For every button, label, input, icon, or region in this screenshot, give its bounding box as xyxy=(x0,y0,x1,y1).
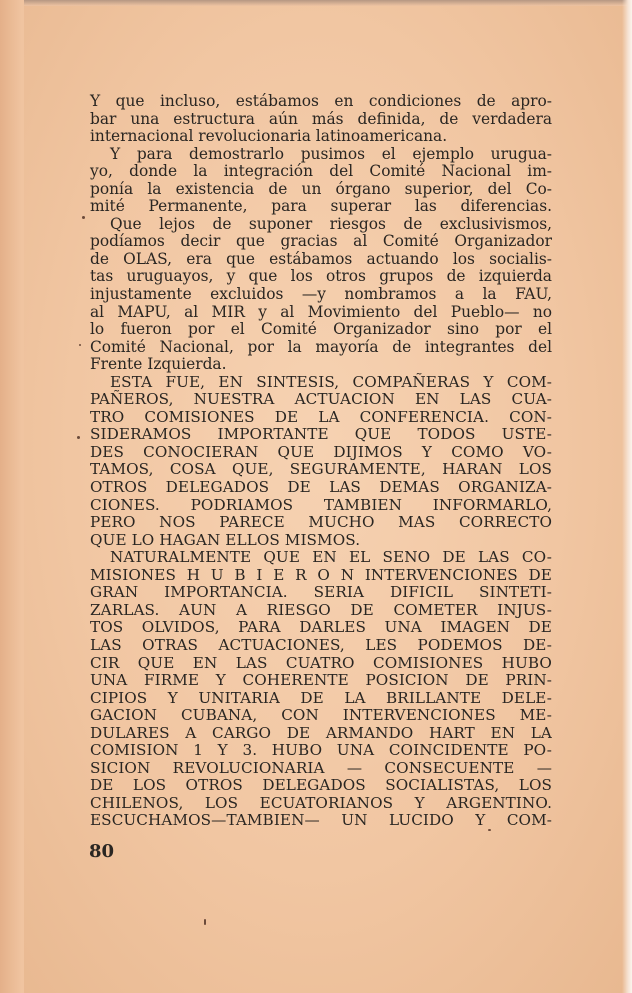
text-line: Frente Izquierda. xyxy=(90,355,227,374)
text-line: yo, donde la integración del Comité Nacional im- xyxy=(90,162,552,181)
text-line: ZARLAS. AUN A RIESGO DE COMETER INJUS- xyxy=(90,600,552,619)
text-line: ESTA FUE, EN SINTESIS, COMPAÑERAS Y COM- xyxy=(110,372,552,391)
text-line: Comité Nacional, por la mayoría de integrantes del xyxy=(90,337,552,356)
text-line: injustamente excluidos —y nombramos a la FAU, xyxy=(90,285,552,304)
text-line: PAÑEROS, NUESTRA ACTUACION EN LAS CUA- xyxy=(90,390,552,409)
paper-speck xyxy=(488,829,491,831)
page-right-edge xyxy=(622,0,632,993)
paper-speck xyxy=(77,436,80,439)
text-line: PERO NOS PARECE MUCHO MAS CORRECTO xyxy=(90,513,552,532)
text-line: al MAPU, al MIR y al Movimiento del Pueblo— no xyxy=(90,302,552,321)
text-line: TAMOS, COSA QUE, SEGURAMENTE, HARAN LOS xyxy=(90,460,552,479)
text-line: MISIONES H U B I E R O N INTERVENCIONES DE xyxy=(90,565,552,584)
text-line: DE LOS OTROS DELEGADOS SOCIALISTAS, LOS xyxy=(90,776,552,795)
text-line: ESCUCHAMOS—TAMBIEN— UN LUCIDO Y COM- xyxy=(90,811,552,830)
text-line: CIPIOS Y UNITARIA DE LA BRILLANTE DELE- xyxy=(90,688,552,707)
text-line: de OLAS, era que estábamos actuando los socialis- xyxy=(90,249,552,268)
text-line: SICION REVOLUCIONARIA — CONSECUENTE — xyxy=(90,758,552,777)
text-line: OTROS DELEGADOS DE LAS DEMAS ORGANIZA- xyxy=(90,478,552,497)
text-line: Y que incluso, estábamos en condiciones de apro- xyxy=(90,92,552,110)
paper-speck xyxy=(82,216,85,219)
body-text xyxy=(90,93,552,830)
text-line: lo fueron por el Comité Organizador sino por el xyxy=(90,320,552,339)
text-line: Y para demostrarlo pusimos el ejemplo urugua- xyxy=(110,144,552,163)
text-line: DULARES A CARGO DE ARMANDO HART EN LA xyxy=(90,723,552,742)
text-line: ponía la existencia de un órgano superior, del Co- xyxy=(90,179,552,198)
text-line: TRO COMISIONES DE LA CONFERENCIA. CON- xyxy=(90,407,552,426)
paper-speck xyxy=(204,919,206,925)
text-line: internacional revolucionaria latinoamericana. xyxy=(90,127,448,146)
text-line: QUE LO HAGAN ELLOS MISMOS. xyxy=(90,530,361,549)
text-line: mité Permanente, para superar las diferencias. xyxy=(90,197,552,216)
text-line: DES CONOCIERAN QUE DIJIMOS Y COMO VO- xyxy=(90,442,552,461)
text-line: UNA FIRME Y COHERENTE POSICION DE PRIN- xyxy=(90,671,552,690)
text-line: SIDERAMOS IMPORTANTE QUE TODOS USTE- xyxy=(90,425,552,444)
text-line: LAS OTRAS ACTUACIONES, LES PODEMOS DE- xyxy=(90,635,552,654)
text-line: bar una estructura aún más definida, de verdadera xyxy=(90,109,552,128)
paper-speck xyxy=(79,344,81,346)
text-line: tas uruguayos, y que los otros grupos de izquierda xyxy=(90,267,552,286)
page-top-edge xyxy=(24,0,632,6)
page-left-edge xyxy=(0,0,24,993)
page-number: 80 xyxy=(89,841,115,862)
text-line: NATURALMENTE QUE EN EL SENO DE LAS CO- xyxy=(110,548,552,567)
text-line: CIONES. PODRIAMOS TAMBIEN INFORMARLO, xyxy=(90,495,552,514)
text-line: CIR QUE EN LAS CUATRO COMISIONES HUBO xyxy=(90,653,552,672)
text-line: CHILENOS, LOS ECUATORIANOS Y ARGENTINO. xyxy=(90,793,552,812)
text-line: COMISION 1 Y 3. HUBO UNA COINCIDENTE PO- xyxy=(90,741,552,760)
text-line: GRAN IMPORTANCIA. SERIA DIFICIL SINTETI- xyxy=(90,583,552,602)
text-line: TOS OLVIDOS, PARA DARLES UNA IMAGEN DE xyxy=(90,618,552,637)
text-line: Que lejos de suponer riesgos de exclusivismos, xyxy=(110,214,552,233)
text-line: GACION CUBANA, CON INTERVENCIONES ME- xyxy=(90,706,552,725)
text-line: podíamos decir que gracias al Comité Organizador xyxy=(90,232,552,251)
